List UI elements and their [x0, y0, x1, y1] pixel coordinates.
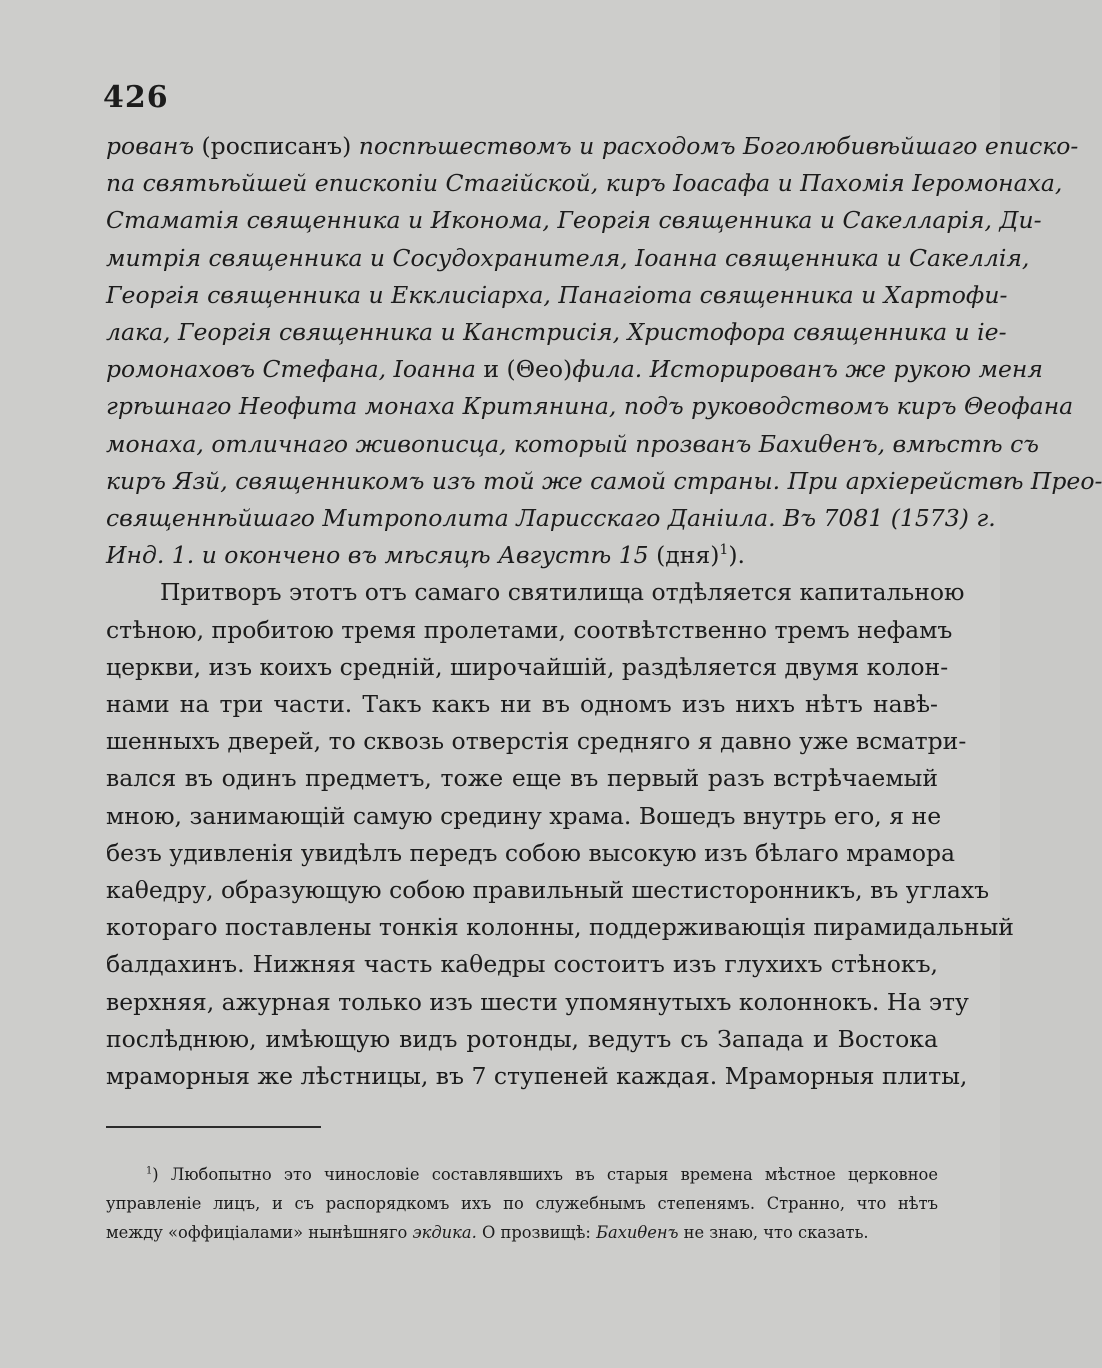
text-segment: ). [728, 541, 745, 570]
text-line: мною, занимающій самую средину храма. Вошедъ внутрь его, я не [106, 801, 942, 830]
text-segment: не знаю, что сказать. [678, 1223, 869, 1242]
text-line: вался въ одинъ предметъ, тоже еще въ первый разъ встрѣчаемый [106, 764, 938, 793]
text-segment: и (Θео) [483, 355, 573, 384]
text-segment: Сmаматія священника и Иконома, Георгія священника и Сакелларія, Ди- [106, 206, 1042, 235]
text-segment: управленіе лицъ, и съ распорядкомъ ихъ по служебнымъ степенямъ. Странно, что нѣтъ [106, 1194, 938, 1213]
text-line [106, 500, 996, 537]
text-line [106, 388, 1074, 425]
text-segment: Инд. 1. и окончено въ мѣсяцѣ Августѣ 15 [106, 541, 657, 570]
text-line: стѣною, пробитою тремя пролетами, соотвѣтственно тремъ нефамъ [106, 615, 953, 644]
text-segment: монаха, отличнаго живописца, который прозванъ Бахиθенъ, вмѣстѣ съ [106, 429, 1039, 458]
text-line: балдахинъ. Нижняя часть каθедры состоитъ изъ глухихъ стѣнокъ, [106, 950, 938, 979]
text-segment: О прозвищѣ: [476, 1223, 597, 1242]
text-line [106, 165, 1063, 202]
text-segment: ) Любопытно это чинословіе составлявшихъ въ старыя времена мѣстное церковное [152, 1165, 938, 1184]
text-segment: па святьѣйшей епископіи Стагійской, киръ Іоасафа и Пахомія Іеромонаха, [106, 169, 1063, 198]
text-line [106, 240, 1030, 277]
text-segment: фила. Исторированъ же рукою меня [572, 355, 1043, 384]
footnote-ref[interactable]: 1 [719, 542, 729, 559]
text-line [106, 426, 1039, 463]
text-segment: экдика. [412, 1223, 477, 1242]
text-line: котораго поставлены тонкія колонны, поддерживающія пирамидальный [106, 913, 1014, 942]
footnote-separator [106, 1126, 321, 1128]
text-segment: Георгія священника и Екклисіарха, Панагіота священника и Хартофи- [106, 280, 1008, 309]
text-segment: (дня) [656, 541, 720, 570]
text-line [106, 277, 1008, 314]
text-segment: поспѣшествомъ и расходомъ Боголюбивѣйшаго еписко- [358, 132, 1079, 160]
text-line [106, 128, 1079, 165]
text-line: безъ удивленія увидѣлъ передъ собою высокую изъ бѣлаго мрамора [106, 838, 956, 867]
page-number: 426 [103, 80, 169, 115]
footnote-line [106, 1218, 938, 1247]
text-line: шенныхъ дверей, то сквозь отверстія средняго я давно уже всматри- [106, 727, 967, 756]
text-line: послѣднюю, имѣющую видъ ротонды, ведутъ съ Запада и Востока [106, 1024, 938, 1053]
text-segment: рованъ [106, 132, 202, 160]
footnote-line [106, 1189, 938, 1218]
text-line: церкви, изъ коихъ средній, широчайшій, раздѣляется двумя колон- [106, 652, 949, 681]
text-line [106, 202, 1042, 239]
text-line [106, 314, 1007, 351]
paragraph-narthex [106, 574, 1014, 1095]
paragraph-inscription [106, 128, 1102, 574]
text-segment: лака, Георгія священника и Канстрисія, Христофора священника и іе- [106, 318, 1007, 347]
text-line [106, 351, 1043, 388]
footnote-line [106, 1160, 938, 1189]
text-line: верхняя, ажурная только изъ шести упомянутыхъ колоннокъ. На эту [106, 987, 969, 1016]
footnote-marker: 1 [146, 1165, 153, 1177]
main-text [106, 128, 1102, 1095]
text-segment: киръ Язй, священникомъ изъ той же самой страны. При архіерействѣ Прео- [106, 466, 1102, 495]
text-segment: грѣшнаго Неофита монаха Критянина, подъ руководствомъ киръ Θеофана [106, 392, 1074, 421]
footnote [106, 1160, 938, 1247]
text-segment: Бахиθенъ [596, 1223, 679, 1242]
text-line: мраморныя же лѣстницы, въ 7 ступеней каждая. Мраморныя плиты, [106, 1062, 968, 1091]
text-line [106, 463, 1102, 500]
text-line: нами на три части. Такъ какъ ни въ одномъ изъ нихъ нѣтъ навѣ- [106, 690, 938, 719]
text-segment: между «оффиціалами» нынѣшняго [106, 1223, 413, 1242]
text-segment: священнѣйшаго Митрополита Ларисскаго Даніила. Въ 7081 (1573) г. [106, 504, 996, 533]
text-segment: ромонаховъ Стефана, Іоанна [106, 355, 484, 384]
text-line: Притворъ этотъ отъ самаго святилища отдѣляется капитальною [160, 578, 965, 607]
text-segment: митрія священника и Сосудохранителя, Іоанна священника и Сакеллія, [106, 243, 1030, 272]
text-line: каθедру, образующую собою правильный шестисторонникъ, въ углахъ [106, 876, 990, 905]
text-line [106, 537, 938, 574]
text-segment: (росписанъ) [201, 132, 359, 160]
